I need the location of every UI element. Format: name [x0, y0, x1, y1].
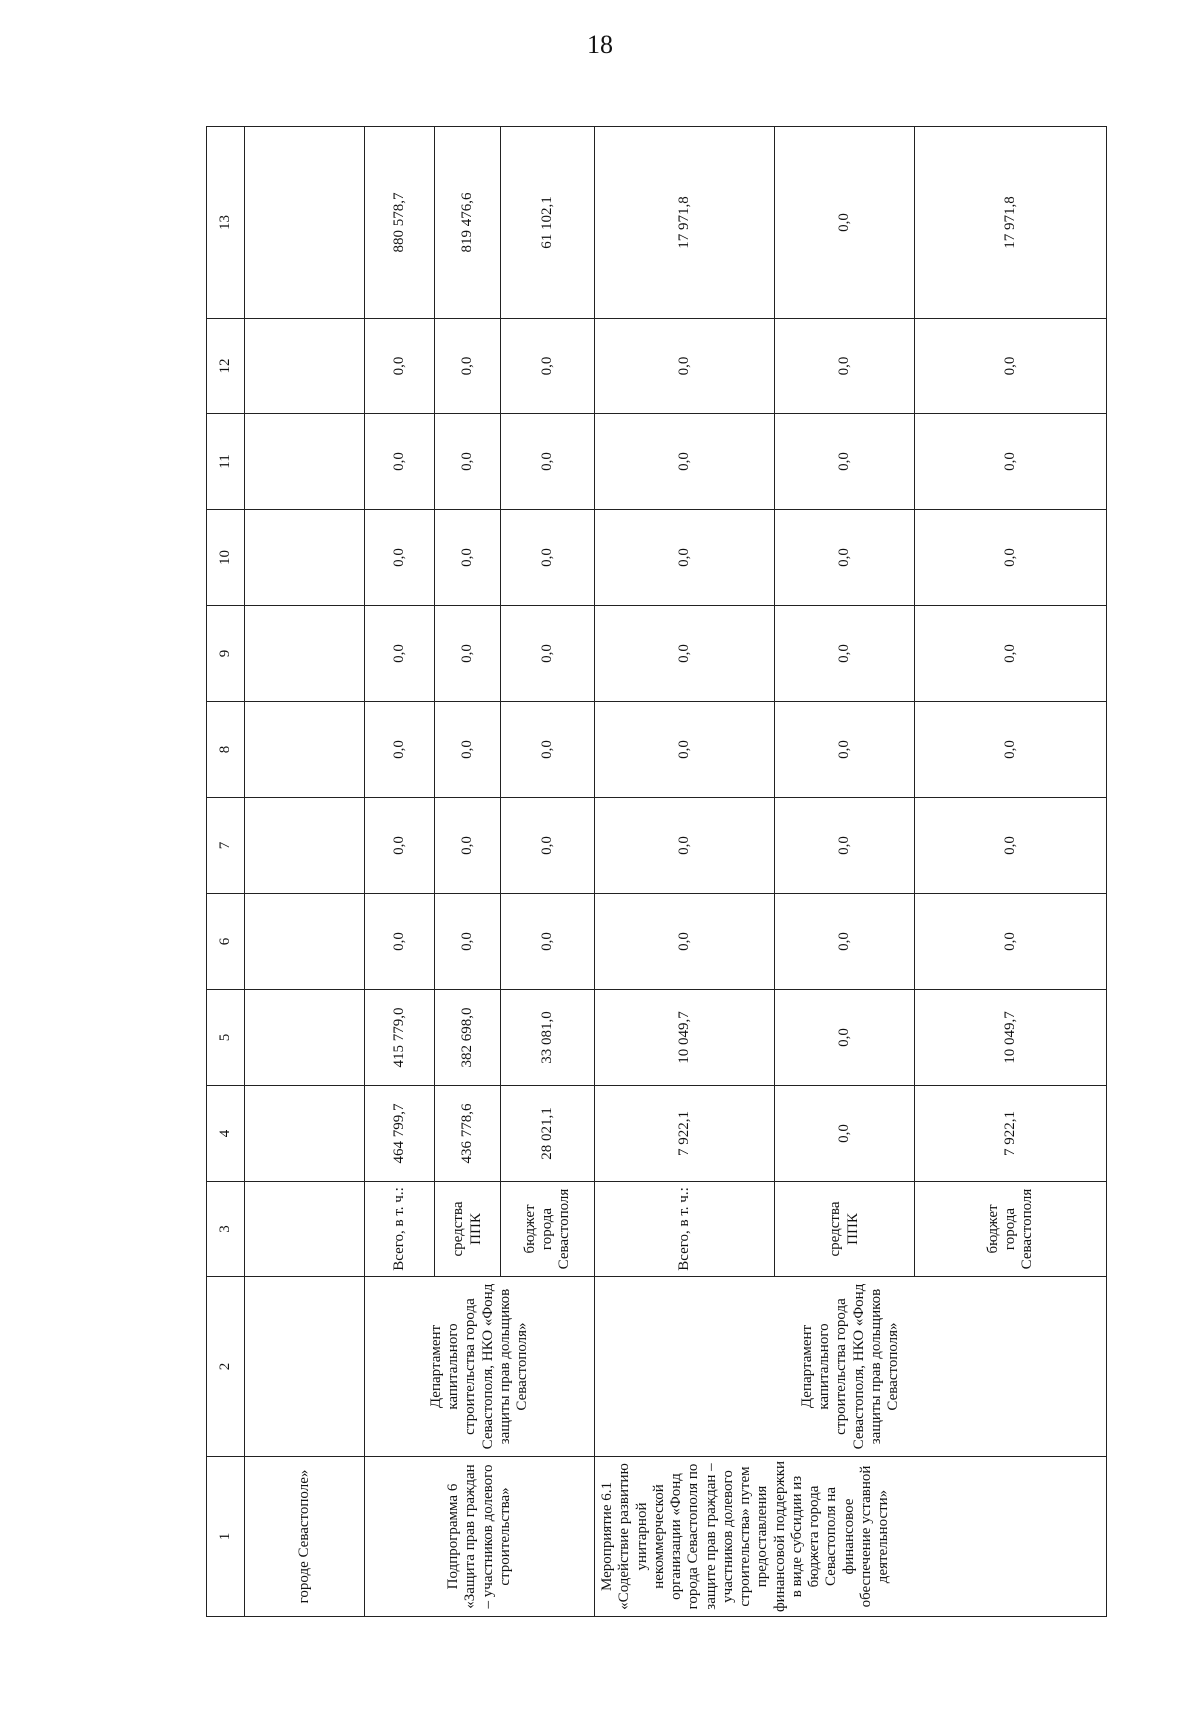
continuation-text: городе Севастополе»	[245, 1457, 365, 1617]
value-cell: 0,0	[365, 606, 435, 702]
value-cell: 0,0	[775, 798, 915, 894]
empty-cell	[245, 798, 365, 894]
value-cell: 0,0	[501, 894, 595, 990]
value-cell: 0,0	[595, 319, 775, 414]
value-cell: 0,0	[501, 510, 595, 606]
column-number: 6	[207, 894, 245, 990]
value-cell: 0,0	[435, 798, 501, 894]
value-cell: 10 049,7	[595, 990, 775, 1086]
column-number: 2	[207, 1277, 245, 1457]
column-number: 13	[207, 127, 245, 319]
value-cell: 0,0	[435, 702, 501, 798]
value-cell: 0,0	[595, 414, 775, 510]
page-number: 18	[587, 30, 613, 59]
measure-total-row	[595, 127, 775, 1617]
total-cell: 17 971,8	[595, 127, 775, 319]
funding-source: средства ППК	[435, 1182, 501, 1277]
value-cell: 0,0	[435, 510, 501, 606]
value-cell: 0,0	[435, 606, 501, 702]
total-cell: 880 578,7	[365, 127, 435, 319]
empty-cell	[245, 127, 365, 319]
empty-cell	[245, 702, 365, 798]
column-number: 1	[207, 1457, 245, 1617]
total-cell: 61 102,1	[501, 127, 595, 319]
value-cell: 0,0	[365, 798, 435, 894]
empty-cell	[245, 1086, 365, 1182]
column-number: 5	[207, 990, 245, 1086]
column-number: 10	[207, 510, 245, 606]
value-cell: 0,0	[365, 702, 435, 798]
value-cell: 0,0	[435, 319, 501, 414]
value-cell: 0,0	[915, 606, 1107, 702]
column-number: 12	[207, 319, 245, 414]
value-cell: 0,0	[595, 510, 775, 606]
total-cell: 0,0	[775, 127, 915, 319]
subprogram-total-row	[365, 127, 435, 1617]
empty-cell	[245, 510, 365, 606]
column-numbers-row	[207, 127, 245, 1617]
rotated-table-wrapper	[206, 127, 1106, 1617]
value-cell: 0,0	[595, 702, 775, 798]
funding-source: Всего, в т. ч.:	[595, 1182, 775, 1277]
value-cell: 0,0	[915, 894, 1107, 990]
value-cell: 0,0	[915, 319, 1107, 414]
value-cell: 0,0	[775, 990, 915, 1086]
value-cell: 0,0	[775, 414, 915, 510]
value-cell: 0,0	[365, 510, 435, 606]
value-cell: 0,0	[775, 606, 915, 702]
value-cell: 0,0	[435, 414, 501, 510]
value-cell: 436 778,6	[435, 1086, 501, 1182]
column-number: 9	[207, 606, 245, 702]
value-cell: 0,0	[595, 606, 775, 702]
value-cell: 7 922,1	[595, 1086, 775, 1182]
value-cell: 0,0	[501, 414, 595, 510]
value-cell: 7 922,1	[915, 1086, 1107, 1182]
value-cell: 0,0	[775, 894, 915, 990]
value-cell: 0,0	[775, 319, 915, 414]
funding-source: бюджет города Севастополя	[915, 1182, 1107, 1277]
empty-cell	[245, 606, 365, 702]
value-cell: 0,0	[775, 1086, 915, 1182]
value-cell: 0,0	[915, 702, 1107, 798]
funding-source: средства ППК	[775, 1182, 915, 1277]
empty-cell	[245, 990, 365, 1086]
subprogram-organization: Департамент капитального строительства города Севастополя, НКО «Фонд защиты прав дольщиков Севастополя»	[365, 1277, 595, 1457]
column-number: 4	[207, 1086, 245, 1182]
value-cell: 382 698,0	[435, 990, 501, 1086]
column-number: 8	[207, 702, 245, 798]
continuation-row	[245, 127, 365, 1617]
value-cell: 0,0	[435, 894, 501, 990]
value-cell: 33 081,0	[501, 990, 595, 1086]
value-cell: 0,0	[365, 414, 435, 510]
value-cell: 0,0	[595, 894, 775, 990]
empty-cell	[245, 1277, 365, 1457]
value-cell: 0,0	[915, 414, 1107, 510]
subprogram-title: Подпрограмма 6 «Защита прав граждан – участников долевого строительства»	[365, 1457, 595, 1617]
funding-source: бюджет города Севастополя	[501, 1182, 595, 1277]
value-cell: 415 779,0	[365, 990, 435, 1086]
total-cell: 819 476,6	[435, 127, 501, 319]
budget-table	[206, 126, 1107, 1617]
value-cell: 0,0	[501, 798, 595, 894]
empty-cell	[245, 319, 365, 414]
value-cell: 0,0	[595, 798, 775, 894]
total-cell: 17 971,8	[915, 127, 1107, 319]
value-cell: 0,0	[501, 702, 595, 798]
measure-organization: Департамент капитального строительства города Севастополя, НКО «Фонд защиты прав дольщиков Севастополя»	[595, 1277, 1107, 1457]
value-cell: 0,0	[365, 319, 435, 414]
value-cell: 0,0	[501, 319, 595, 414]
value-cell: 464 799,7	[365, 1086, 435, 1182]
value-cell: 28 021,1	[501, 1086, 595, 1182]
value-cell: 0,0	[365, 894, 435, 990]
empty-cell	[245, 414, 365, 510]
value-cell: 10 049,7	[915, 990, 1107, 1086]
column-number: 11	[207, 414, 245, 510]
funding-source: Всего, в т. ч.:	[365, 1182, 435, 1277]
measure-title: Мероприятие 6.1 «Содействие развитию унитарной некоммерческой организации «Фонд города Севастополя по защите прав граждан – участников долевого строительства» путем предоставления финансовой поддержки в виде субсидии из бюджета города Севастополя на финансовое обеспечение уставной деятельности»	[595, 1457, 1107, 1617]
column-number: 7	[207, 798, 245, 894]
column-number: 3	[207, 1182, 245, 1277]
empty-cell	[245, 894, 365, 990]
value-cell: 0,0	[915, 798, 1107, 894]
value-cell: 0,0	[775, 702, 915, 798]
value-cell: 0,0	[775, 510, 915, 606]
value-cell: 0,0	[501, 606, 595, 702]
empty-cell	[245, 1182, 365, 1277]
value-cell: 0,0	[915, 510, 1107, 606]
